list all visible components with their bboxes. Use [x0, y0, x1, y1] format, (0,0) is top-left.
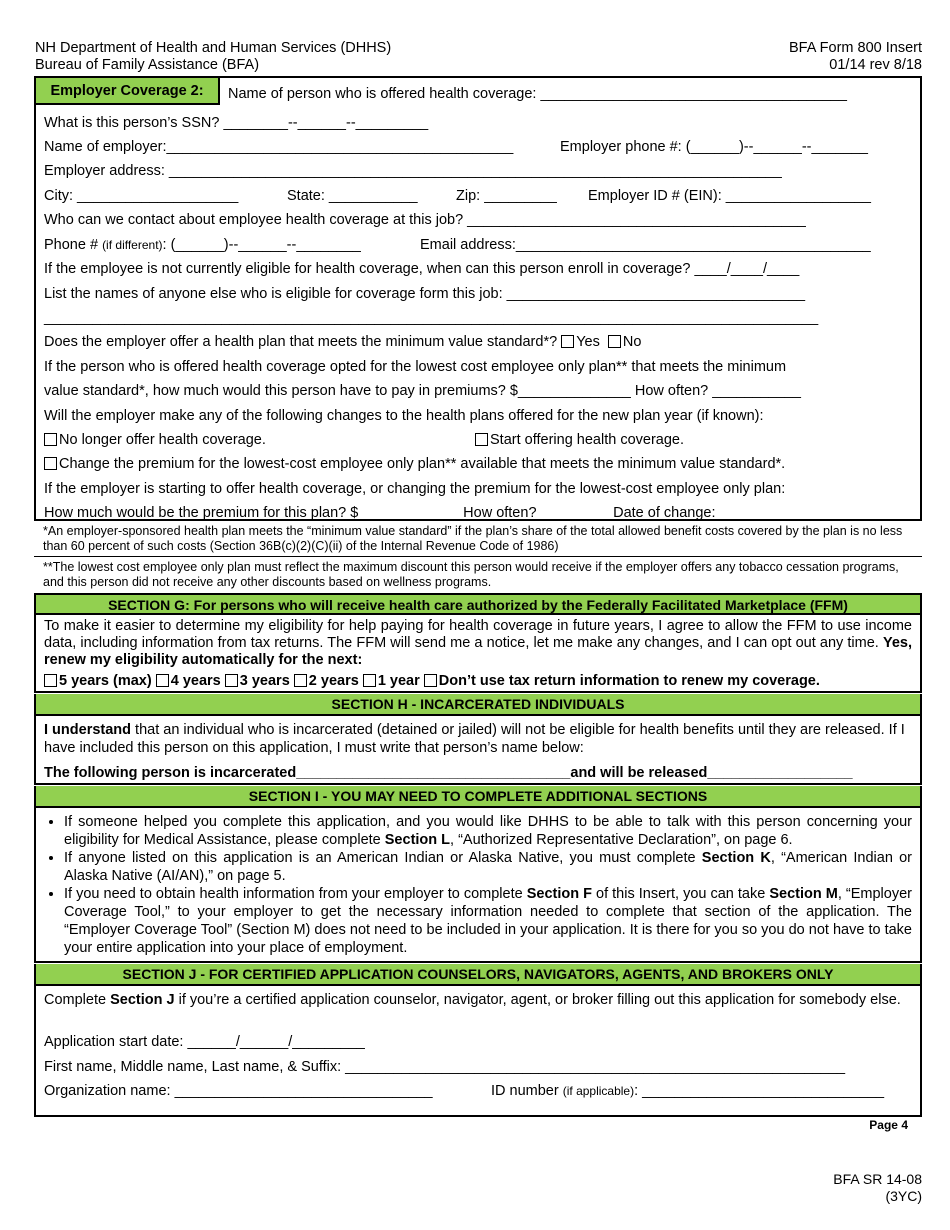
no-longer-option — [44, 432, 266, 448]
bullet-text: , “Employer Coverage Tool,” to your employer to get the necessary information needed to complete that section of the application. The “Employer Coverage Tool” (Section M) does not need to be included in your application. It is there for you so you do not have to take your entire application into your place of employment. — [64, 886, 912, 956]
starting-coverage-text: If the employer is starting to offer health coverage, or changing the premium for the lowest-cost employee only plan: — [44, 481, 786, 497]
renew-3-years-checkbox[interactable] — [225, 674, 238, 687]
section-h-text — [44, 721, 912, 757]
ssn-field[interactable]: What is this person’s SSN? ________--______--_________ — [44, 115, 429, 131]
renew-5-years-label: 5 years (max) — [59, 673, 152, 689]
phone-prefix: Phone # — [44, 237, 103, 253]
phone-blanks: : (______)--______--________ — [162, 237, 361, 253]
lowest-cost-text: If the person who is offered health coverage opted for the lowest cost employee only plan** that meets the minimum — [44, 359, 787, 375]
incarcerated-field[interactable]: The following person is incarcerated__________________________________and will be released__________________ — [44, 765, 853, 781]
id-number-blank: : ______________________________ — [634, 1083, 885, 1099]
header-right — [789, 40, 922, 74]
bullet-text: of this Insert, you can take — [591, 886, 770, 902]
bullet-text: , “American Indian or Alaska Native (AI/AN),” on page 5. — [64, 850, 912, 884]
no-label: No — [622, 334, 642, 350]
section-j-title: SECTION J - FOR CERTIFIED APPLICATION COUNSELORS, NAVIGATORS, AGENTS, AND BROKERS ONLY — [34, 964, 922, 986]
header-left — [35, 40, 391, 74]
yes-label: Yes — [576, 334, 600, 350]
city-field[interactable]: City: ____________________ — [44, 188, 239, 204]
section-j-text — [44, 991, 912, 1009]
no-longer-checkbox[interactable] — [44, 433, 57, 446]
other-eligible-field[interactable]: List the names of anyone else who is eligible for coverage form this job: _____________________________________ — [44, 286, 806, 302]
renew-5-years-checkbox[interactable] — [44, 674, 57, 687]
premium-field[interactable]: value standard*, how much would this person have to pay in premiums? $______________ How often? ___________ — [44, 383, 801, 399]
section-i-body — [34, 808, 922, 963]
bullet-text: If anyone listed on this application is an American Indian or Alaska Native, you must complete — [64, 850, 702, 866]
form-code-line2: (3YC) — [885, 1188, 922, 1204]
section-g-title: SECTION G: For persons who will receive health care authorized by the Federally Facilitated Marketplace (FFM) — [34, 593, 922, 615]
employer-name-field[interactable]: Name of employer:___________________________________________ — [44, 139, 514, 155]
organization-name-field[interactable]: Organization name: ________________________________ — [44, 1083, 433, 1099]
list-item — [64, 849, 912, 885]
section-f-ref: Section F — [526, 886, 592, 902]
section-j-text-b: if you’re a certified application counselor, navigator, agent, or broker filling out this application for somebody else. — [174, 992, 901, 1008]
plan-changes-text: Will the employer make any of the following changes to the health plans offered for the new plan year (if known): — [44, 408, 764, 424]
renew-4-years-checkbox[interactable] — [156, 674, 169, 687]
state-field[interactable]: State: ___________ — [287, 188, 418, 204]
id-number-label: ID number — [491, 1083, 563, 1099]
ein-field[interactable]: Employer ID # (EIN): __________________ — [588, 188, 871, 204]
form-code-line1: BFA SR 14-08 — [833, 1171, 922, 1187]
bullet-text: If someone helped you complete this application, and you would like DHHS to be able to talk with this person concerning your eligibility for Medical Assistance, please complete — [64, 814, 912, 848]
note-divider — [34, 556, 922, 557]
minimum-value-text: Does the employer offer a health plan that meets the minimum value standard*? — [44, 334, 558, 350]
start-offering-option — [475, 432, 684, 448]
enroll-date-field[interactable]: If the employee is not currently eligible for health coverage, when can this person enroll in coverage? ____/____/____ — [44, 261, 800, 277]
minimum-value-question — [44, 334, 641, 350]
form-revision: 01/14 rev 8/18 — [829, 57, 922, 73]
section-k-ref: Section K — [701, 850, 771, 866]
section-h-understand: I understand — [44, 722, 132, 738]
other-eligible-line[interactable]: ________________________________________________________________________________________________ — [44, 310, 819, 326]
change-premium-option — [44, 456, 785, 472]
section-j-body — [34, 986, 922, 1117]
section-g-text — [44, 618, 912, 669]
section-g-paragraph: To make it easier to determine my eligibility for help paying for health coverage in future years, I agree to allow the FFM to use income data, including information from tax returns. The FFM will send me a notice, let me make any changes, and I can opt out any time. — [44, 618, 912, 651]
lowest-cost-note: **The lowest cost employee only plan must reflect the maximum discount this person would receive if the employer offers any tobacco cessation programs, and this person did not receive any other discounts based on wellness programs. — [43, 560, 899, 589]
renew-1-year-label: 1 year — [377, 673, 420, 689]
section-m-ref: Section M — [769, 886, 838, 902]
dont-use-tax-checkbox[interactable] — [424, 674, 437, 687]
section-h-title: SECTION H - INCARCERATED INDIVIDUALS — [34, 694, 922, 716]
id-if-applicable: (if applicable) — [562, 1084, 635, 1098]
renewal-options — [44, 673, 820, 689]
employer-address-field[interactable]: Employer address: ____________________________________________________________________________ — [44, 163, 782, 179]
section-i-list — [44, 813, 912, 957]
full-name-field[interactable]: First name, Middle name, Last name, & Suffix: ______________________________________________________________ — [44, 1059, 846, 1075]
email-field[interactable]: Email address:____________________________________________ — [420, 237, 871, 253]
section-h-paragraph: that an individual who is incarcerated (detained or jailed) will not be eligible for health benefits until they are released. If I have included this person on this application, I must write that person’s name below: — [44, 722, 905, 756]
yes-checkbox[interactable] — [561, 335, 574, 348]
renew-4-years-label: 4 years — [170, 673, 221, 689]
name-person-field[interactable]: Name of person who is offered health coverage: ______________________________________ — [228, 86, 847, 102]
renew-1-year-checkbox[interactable] — [363, 674, 376, 687]
bureau-name: Bureau of Family Assistance (BFA) — [35, 57, 260, 73]
bullet-text: If you need to obtain health information from your employer to complete — [64, 886, 527, 902]
employer-coverage-label: Employer Coverage 2: — [36, 78, 220, 105]
start-offering-checkbox[interactable] — [475, 433, 488, 446]
form-number: BFA Form 800 Insert — [789, 40, 922, 56]
section-g-body — [34, 615, 922, 693]
contact-field[interactable]: Who can we contact about employee health coverage at this job? __________________________________________ — [44, 212, 806, 228]
application-start-date-field[interactable]: Application start date: ______/______/_________ — [44, 1034, 365, 1050]
page-number: Page 4 — [869, 1118, 908, 1132]
change-premium-checkbox[interactable] — [44, 457, 57, 470]
minimum-value-note: *An employer-sponsored health plan meets the “minimum value standard” if the plan’s share of the total allowed benefit costs covered by the plan is no less than 60 percent of such costs (Section 36B(c)(2)(C)(ii) of the Internal Revenue Code of 1986) — [43, 524, 903, 553]
employer-phone-field[interactable]: Employer phone #: (______)--______--_______ — [560, 139, 868, 155]
renew-3-years-label: 3 years — [239, 673, 290, 689]
bullet-text: , “Authorized Representative Declaration”, on page 6. — [450, 832, 793, 848]
zip-field[interactable]: Zip: _________ — [456, 188, 557, 204]
section-l-ref: Section L — [384, 832, 451, 848]
contact-phone-field[interactable] — [44, 237, 361, 253]
agency-name: NH Department of Health and Human Services (DHHS) — [35, 40, 392, 56]
dont-use-tax-label: Don’t use tax return information to renew my coverage. — [438, 673, 820, 689]
section-j-text-a: Complete — [44, 992, 111, 1008]
section-g-renew-label: Yes, renew my eligibility automatically for the next: — [44, 635, 912, 668]
change-premium-label: Change the premium for the lowest-cost employee only plan** available that meets the minimum value standard*. — [59, 456, 786, 472]
no-checkbox[interactable] — [608, 335, 621, 348]
new-premium-field[interactable]: How much would be the premium for this plan? $_____________How often? _________Date of change: __________ — [44, 505, 801, 521]
section-i-title: SECTION I - YOU MAY NEED TO COMPLETE ADDITIONAL SECTIONS — [34, 786, 922, 808]
id-number-field[interactable] — [491, 1083, 884, 1099]
no-longer-label: No longer offer health coverage. — [59, 432, 266, 448]
employer-coverage-box — [34, 76, 922, 521]
phone-if-different: (if different) — [102, 238, 163, 252]
renew-2-years-checkbox[interactable] — [294, 674, 307, 687]
section-j-ref: Section J — [110, 992, 175, 1008]
section-h-body — [34, 716, 922, 785]
form-code — [833, 1171, 922, 1205]
start-offering-label: Start offering health coverage. — [490, 432, 684, 448]
list-item — [64, 885, 912, 957]
list-item — [64, 813, 912, 849]
renew-2-years-label: 2 years — [308, 673, 359, 689]
